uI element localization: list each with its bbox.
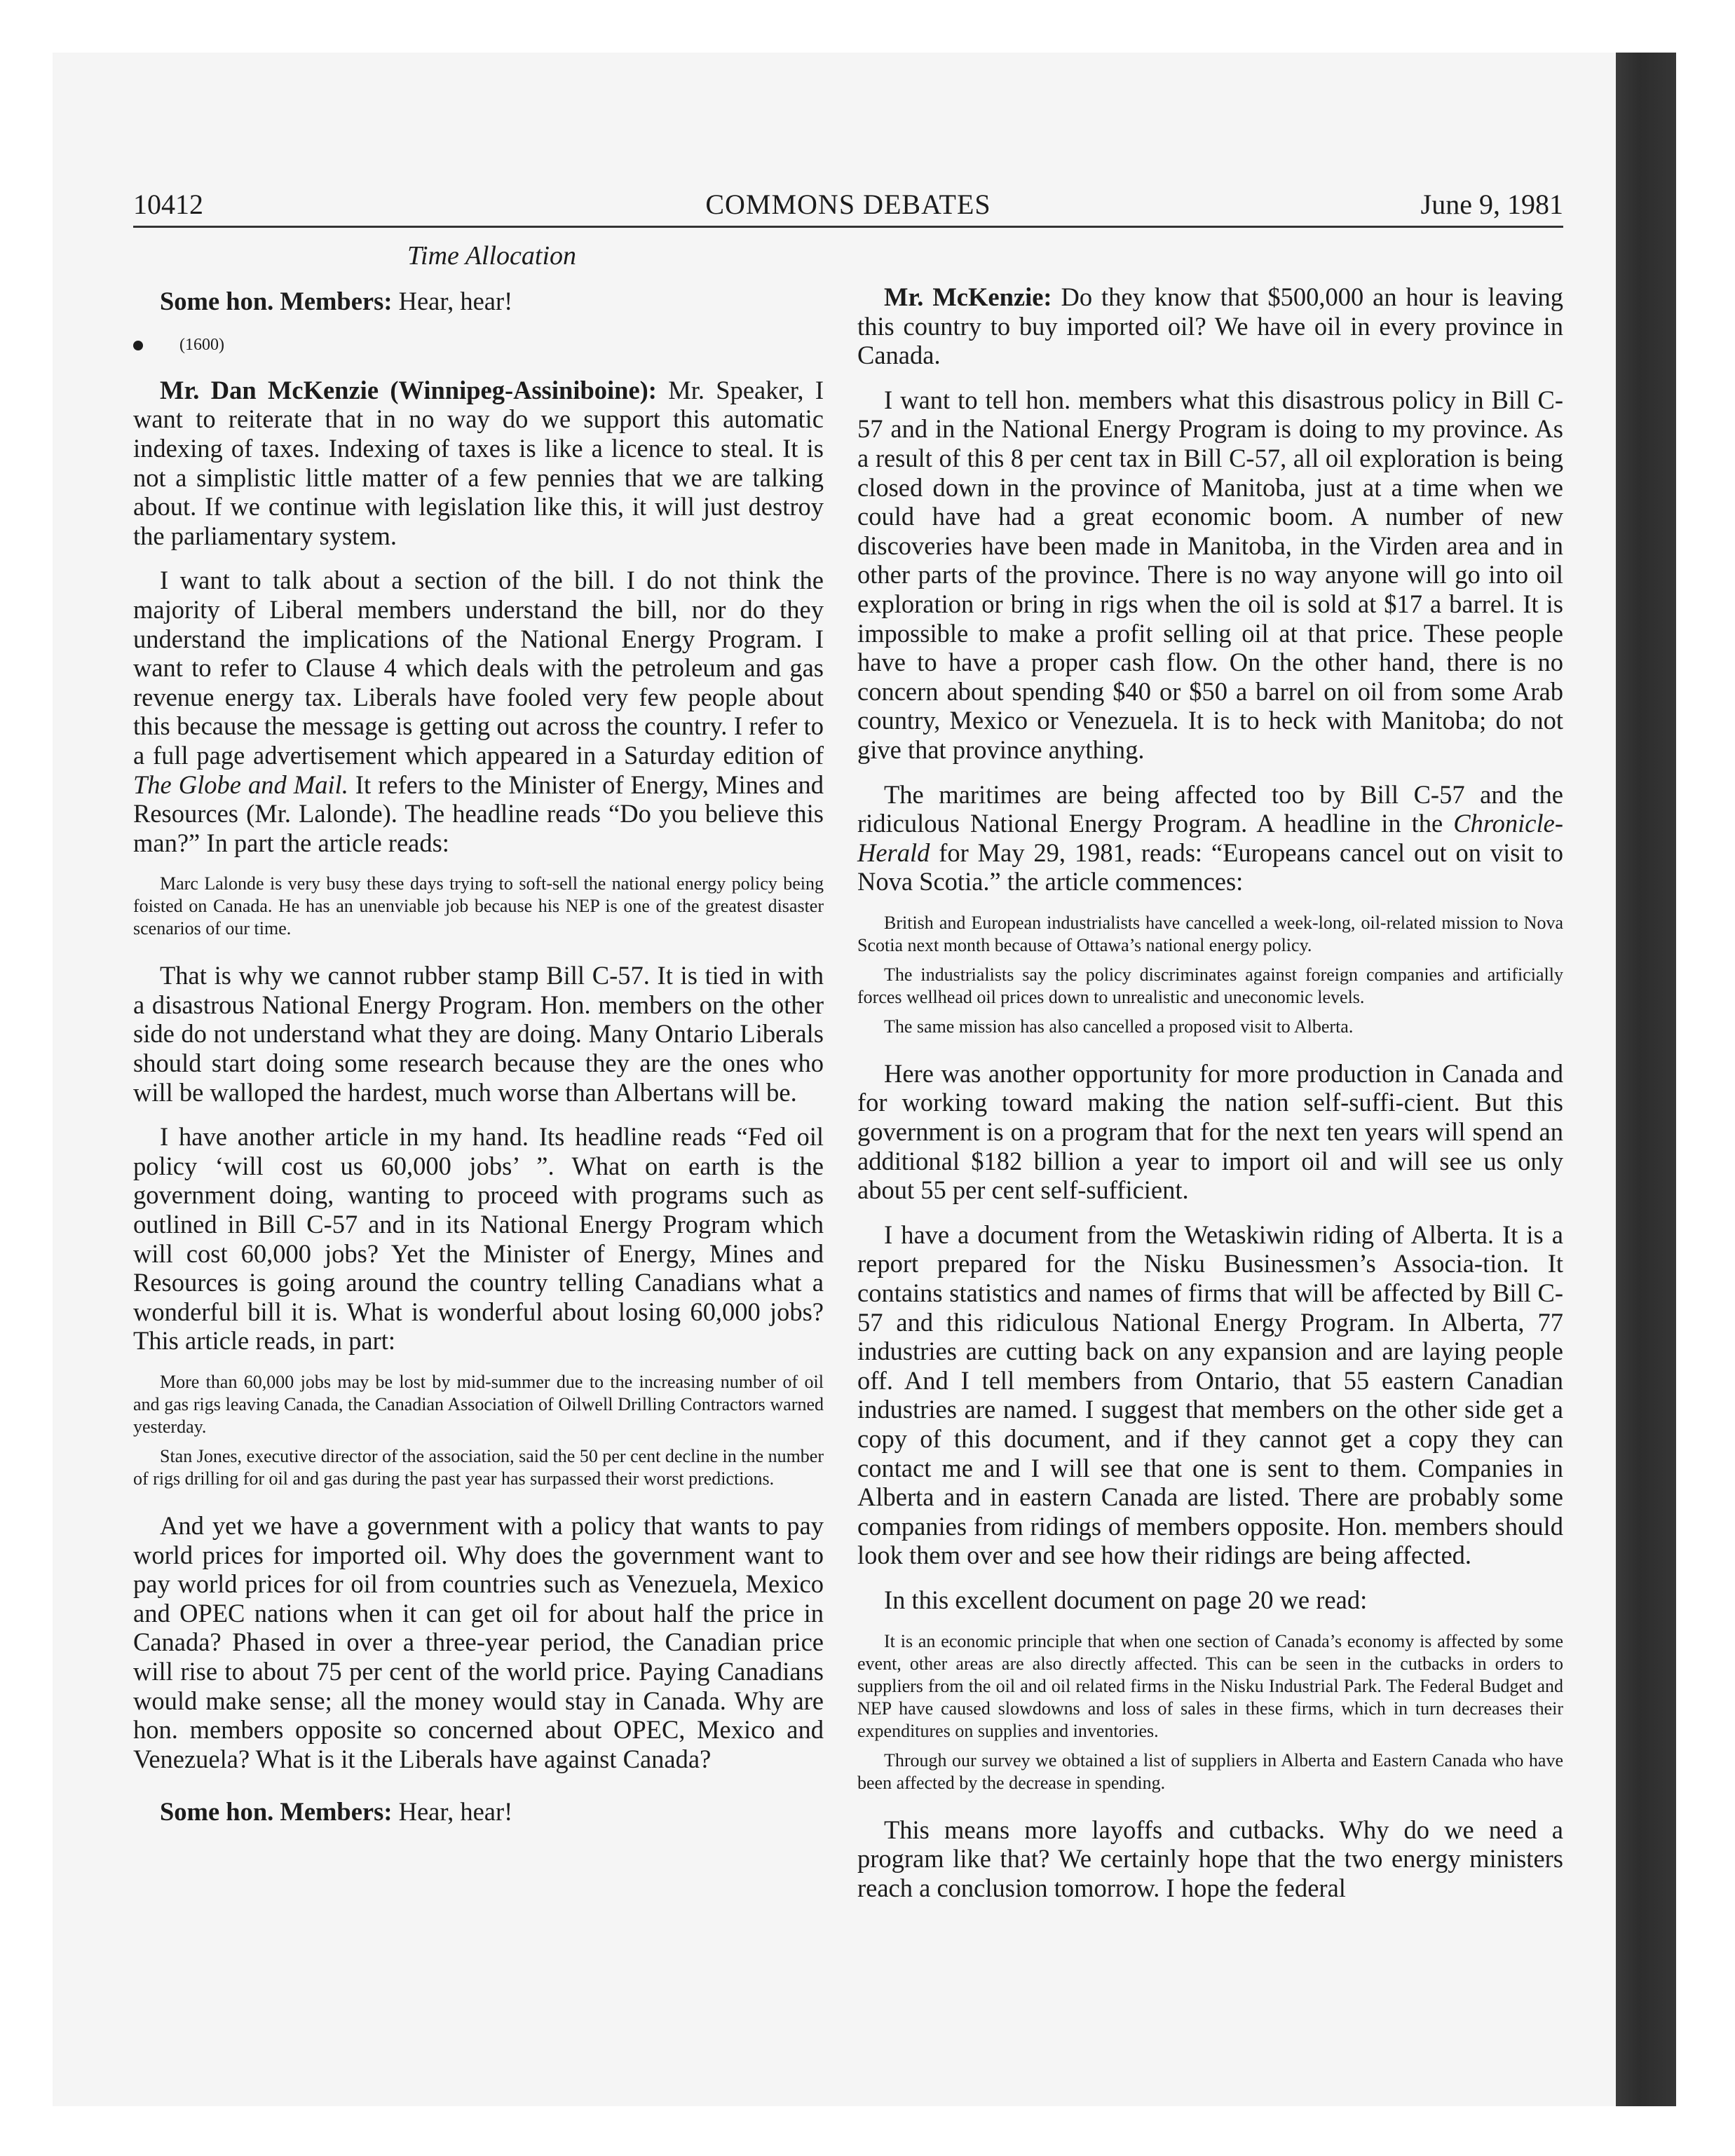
quote-block bbox=[133, 1371, 824, 1490]
publication-name: The Globe and Mail. bbox=[133, 770, 348, 799]
paragraph-text: Mr. Speaker, I want to reiterate that in no way do we support this automatic indexing of taxes. Indexing of taxes is like a licence to steal. It is not a simplistic little matter of a few pennies that we are talking about. If we continue with legislation like this, it will just destroy the parliamentary system. bbox=[133, 375, 824, 550]
paragraph-text: Do they know that $500,000 an hour is leaving this country to buy imported oil? We have oil in every province in Canada. bbox=[857, 282, 1563, 370]
quotation: More than 60,000 jobs may be lost by mid-summer due to the increasing number of oil and gas rigs leaving Canada, the Canadian Association of Oilwell Drilling Contractors warned yesterday. bbox=[133, 1372, 824, 1437]
paragraph-text: It refers to the Minister of Energy, Mines and Resources (Mr. Lalonde). The headline reads “Do you believe this man?” In part the article reads: bbox=[133, 770, 824, 857]
quote-block bbox=[133, 873, 824, 940]
paragraph: I have another article in my hand. Its headline reads “Fed oil policy ‘will cost us 60,000 jobs’ ”. What on earth is the government doing, wanting to proceed with programs such as outlined in Bill C-57 and in its National Energy Program which will cost 60,000 jobs? Yet the Minister of Energy, Mines and Resources is going around the country telling Canadians what a wonderful bill it is. What is wonderful about losing 60,000 jobs? This article reads, in part: bbox=[133, 1122, 824, 1356]
speaker-label: Some hon. Members: bbox=[160, 286, 393, 315]
quotation: The industrialists say the policy discriminates against foreign companies and artificially forces wellhead oil prices down to unrealistic and uneconomic levels. bbox=[857, 964, 1563, 1007]
paragraph: And yet we have a government with a policy that wants to pay world prices for imported oil. Why does the government want to pay world prices for oil from countries such as Venezuela, Mexico and OPEC nations when it can get oil for about half the price in Canada? Phased in over a three-year period, the Canadian price will rise to about 75 per cent of the world price. Paying Canadians would make sense; all the money would stay in Canada. Why are hon. members opposite so concerned about OPEC, Mexico and Venezuela? What is it the Liberals have against Canada? bbox=[133, 1511, 824, 1773]
scan-edge-bar bbox=[1616, 53, 1676, 2106]
quotation: The same mission has also cancelled a proposed visit to Alberta. bbox=[884, 1016, 1354, 1037]
paragraph bbox=[133, 566, 824, 857]
paragraph bbox=[133, 376, 824, 551]
paragraph: I want to tell hon. members what this disastrous policy in Bill C-57 and in the National Energy Program is doing to my province. As a result of this 8 per cent tax in Bill C-57, all oil exploration is being closed down in the province of Manitoba, just at a time when we could have had a great economic boom. A number of new discoveries have been made in Manitoba, in the Virden area and in other parts of the province. There is no way anyone will go into oil exploration or bring in rigs when the oil is sold at $17 a barrel. It is impossible to make a profit selling oil at that price. These people have to have a proper cash flow. On the other hand, there is no concern about spending $40 or $50 a barrel on oil from some Arab country, Mexico or Venezuela. It is to heck with Manitoba; do not give that province anything. bbox=[857, 385, 1563, 764]
speaker-label: Some hon. Members: bbox=[160, 1797, 393, 1827]
paragraph-text: Hear, hear! bbox=[398, 1797, 513, 1827]
paragraph: Here was another opportunity for more production in Canada and for working toward making the nation self-suffi-cient. But this government is on a program that for the next ten years will spend an additional $182 billion a year to import oil and will see us only about 55 per cent self-sufficient. bbox=[857, 1058, 1563, 1205]
right-column bbox=[857, 282, 1563, 1918]
publication-title: COMMONS DEBATES bbox=[705, 189, 991, 220]
quote-block bbox=[857, 912, 1563, 1038]
page-number: 10412 bbox=[133, 189, 203, 220]
quotation: Marc Lalonde is very busy these days trying to soft-sell the national energy policy being foisted on Canada. He has an unenviable job because his NEP is one of the greatest disaster scenarios of our time. bbox=[133, 873, 824, 939]
paragraph bbox=[857, 282, 1563, 370]
speaker-label: Mr. McKenzie: bbox=[884, 282, 1052, 311]
paragraph bbox=[133, 287, 824, 316]
paragraph bbox=[857, 780, 1563, 896]
page-date: June 9, 1981 bbox=[1420, 189, 1563, 220]
quotation: Stan Jones, executive director of the association, said the 50 per cent decline in the number of rigs drilling for oil and gas during the past year has surpassed their worst predictions. bbox=[133, 1446, 824, 1489]
paragraph-text: Hear, hear! bbox=[398, 286, 513, 315]
paragraph-text: The maritimes are being affected too by Bill C-57 and the ridiculous National Energy Program. A headline in the bbox=[857, 779, 1563, 838]
quotation: Through our survey we obtained a list of suppliers in Alberta and Eastern Canada who have been affected by the decrease in spending. bbox=[857, 1749, 1563, 1793]
left-column bbox=[133, 242, 824, 1842]
paragraph bbox=[133, 1797, 824, 1827]
paragraph-text: I want to talk about a section of the bill. I do not think the majority of Liberal members understand the bill, nor do they understand the implications of the National Energy Program. I want to refer to Clause 4 which deals with the petroleum and gas revenue energy tax. Liberals have fooled very few people about this because the message is getting out across the country. I refer to a full page advertisement which appeared in a Saturday edition of bbox=[133, 566, 824, 770]
paragraph: I have a document from the Wetaskiwin riding of Alberta. It is a report prepared for the Nisku Businessmen’s Associa-tion. It contains statistics and names of firms that will be affected by Bill C-57 and this ridiculous National Energy Program. In Alberta, 77 industries are cutting back on any expansion and are laying people off. And I tell members from Ontario, that 55 eastern Canadian industries are named. I suggest that members on the other side get a copy of this document, and if they cannot get a copy they can contact me and I will see that one is sent to them. Companies in Alberta and in eastern Canada are listed. There are probably some companies from ridings of members opposite. Hon. members should look them over and see how their ridings are being affected. bbox=[857, 1220, 1563, 1570]
quotation: British and European industrialists have cancelled a week-long, oil-related mission to Nova Scotia next month because of Ottawa’s national energy policy. bbox=[857, 912, 1563, 955]
quote-block bbox=[857, 1630, 1563, 1794]
paragraph-text: for May 29, 1981, reads: “Europeans cancel out on visit to Nova Scotia.” the article commences: bbox=[857, 838, 1563, 896]
paragraph: That is why we cannot rubber stamp Bill C-57. It is tied in with a disastrous National Energy Program. Hon. members on the other side do not understand what they are doing. Many Ontario Liberals should start doing some research because they are the ones who will be walloped the hardest, much worse than Albertans will be. bbox=[133, 961, 824, 1107]
speaker-label: Mr. Dan McKenzie (Winnipeg-Assiniboine): bbox=[160, 375, 657, 404]
paragraph: This means more layoffs and cutbacks. Why do we need a program like that? We certainly hope that the two energy ministers reach a conclusion tomorrow. I hope the federal bbox=[857, 1815, 1563, 1902]
paragraph: In this excellent document on page 20 we read: bbox=[884, 1585, 1368, 1614]
time-stamp bbox=[133, 331, 824, 360]
page-header bbox=[133, 184, 1563, 228]
publication-name: Chronicle-Herald bbox=[857, 809, 1564, 867]
quotation: It is an economic principle that when one section of Canada’s economy is affected by some event, other areas are also directly affected. This can be seen in the cutbacks in orders to suppliers from the oil and oil related firms in the Nisku Industrial Park. The Federal Budget and NEP have caused slowdowns and loss of sales in these firms, which in turn decreases their expenditures on supplies and inventories. bbox=[857, 1630, 1563, 1741]
section-title: Time Allocation bbox=[407, 241, 577, 271]
time-stamp-text: (1600) bbox=[179, 336, 224, 355]
bullet-icon bbox=[133, 341, 143, 350]
